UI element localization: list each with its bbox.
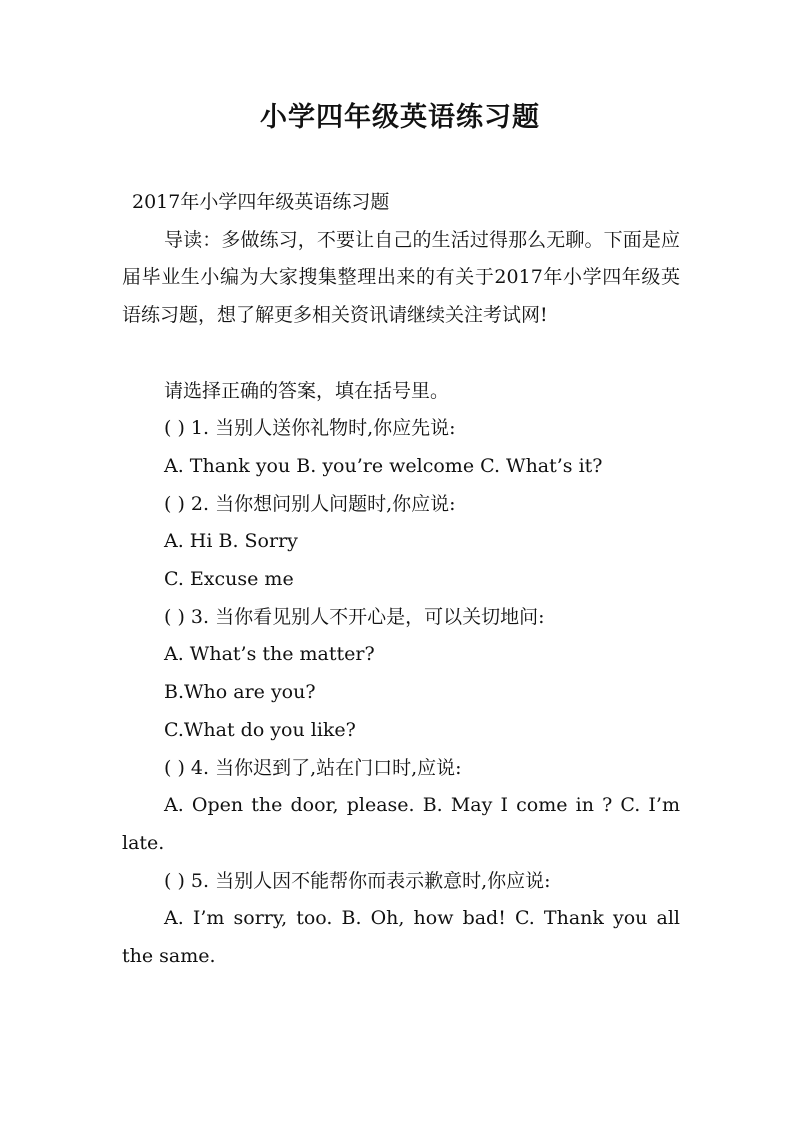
- page-title: 小学四年级英语练习题: [260, 102, 540, 133]
- document-body: [122, 184, 680, 976]
- question-5: ( ) 5. 当别人因不能帮你而表示歉意时,你应说:: [164, 869, 551, 892]
- question-2-option-c: C. Excuse me: [164, 568, 294, 591]
- question-1-options: A. Thank you B. you’re welcome C. What’s it?: [164, 454, 603, 477]
- question-4-options: A. Open the door, please. B. May I come in ? C. I’m late.: [122, 794, 680, 854]
- question-1: ( ) 1. 当别人送你礼物时,你应先说:: [164, 417, 456, 440]
- question-4: ( ) 4. 当你迟到了,站在门口时,应说:: [164, 756, 462, 779]
- question-3-option-a: A. What’s the matter?: [164, 643, 375, 666]
- question-3: ( ) 3. 当你看见别人不开心是，可以关切地问:: [164, 605, 545, 628]
- intro-paragraph: 导读：多做练习，不要让自己的生活过得那么无聊。下面是应届毕业生小编为大家搜集整理出来的有关于2017年小学四年级英语练习题，想了解更多相关资讯请继续关注考试网!: [122, 228, 680, 327]
- instruction-text: 请选择正确的答案，填在括号里。: [164, 379, 450, 402]
- paragraph-spacer: [122, 335, 680, 373]
- document-subtitle: 2017年小学四年级英语练习题: [132, 191, 390, 213]
- question-5-options: A. I’m sorry, too. B. Oh, how bad! C. Thank you all the same.: [122, 907, 680, 968]
- question-2: ( ) 2. 当你想问别人问题时,你应说:: [164, 492, 456, 515]
- question-3-option-b: B.Who are you?: [164, 681, 316, 704]
- question-3-option-c: C.What do you like?: [164, 718, 356, 741]
- question-2-options-ab: A. Hi B. Sorry: [164, 530, 298, 553]
